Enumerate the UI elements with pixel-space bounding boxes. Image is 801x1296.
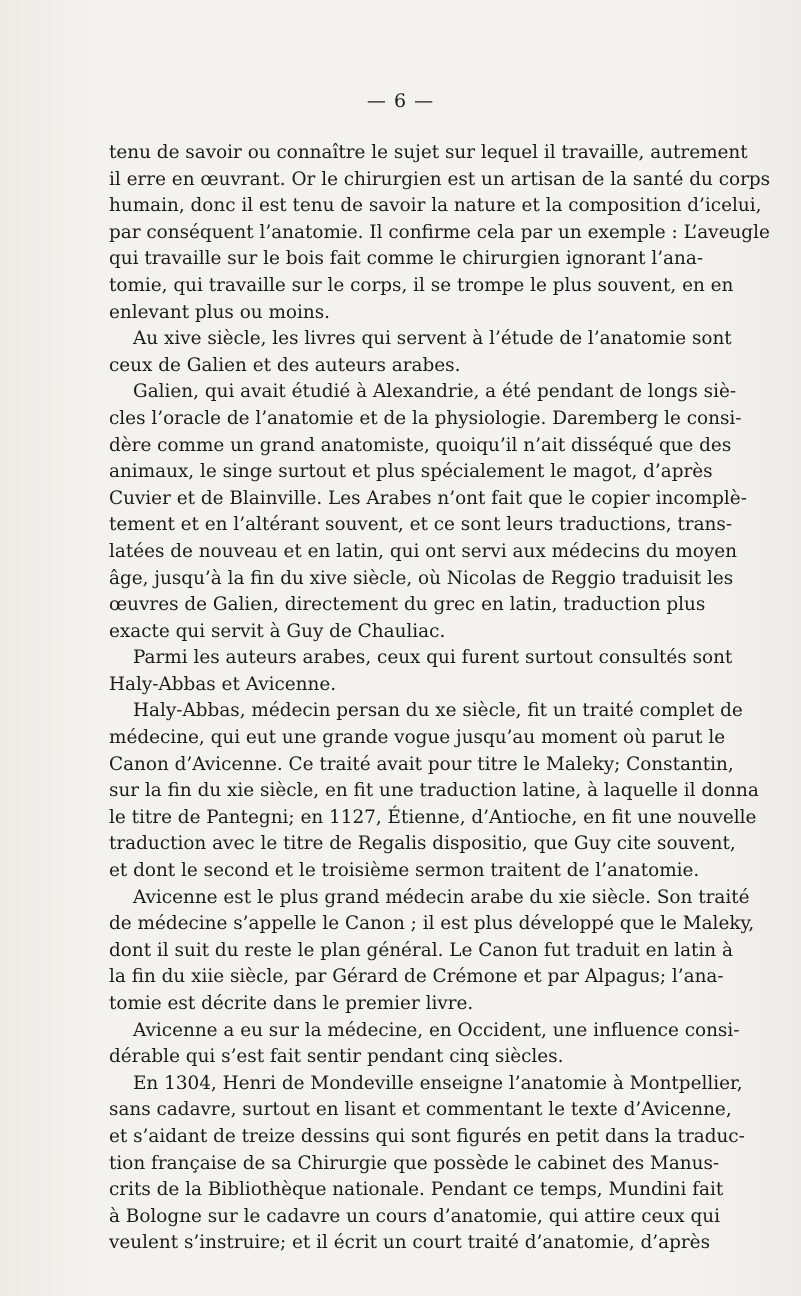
text-line: traduction avec le titre de Regalis dispositio, que Guy cite souvent, — [109, 833, 736, 855]
text-line: sur la fin du xie siècle, en fit une traduction latine, à laquelle il donna — [109, 780, 759, 802]
text-line: Canon d’Avicenne. Ce traité avait pour titre le Maleky; Constantin, — [109, 753, 734, 775]
text-line: exacte qui servit à Guy de Chauliac. — [109, 620, 446, 642]
page-body-text — [109, 140, 771, 1257]
text-line: veulent s’instruire; et il écrit un court traité d’anatomie, d’après — [109, 1232, 711, 1254]
text-line: cles l’oracle de l’anatomie et de la physiologie. Daremberg le consi- — [109, 407, 742, 429]
text-line: œuvres de Galien, directement du grec en latin, traduction plus — [109, 594, 706, 616]
text-line: En 1304, Henri de Mondeville enseigne l’anatomie à Montpellier, — [133, 1072, 743, 1094]
text-line: et dont le second et le troisième sermon traitent de l’anatomie. — [109, 860, 700, 882]
text-line: tion française de sa Chirurgie que possède le cabinet des Manus- — [109, 1152, 720, 1174]
text-line: Galien, qui avait étudié à Alexandrie, a été pendant de longs siè- — [133, 381, 737, 403]
text-line: il erre en œuvrant. Or le chirurgien est un artisan de la santé du corps — [109, 168, 771, 190]
text-line: crits de la Bibliothèque nationale. Pendant ce temps, Mundini fait — [109, 1179, 724, 1201]
text-line: dont il suit du reste le plan général. Le Canon fut traduit en latin à — [109, 939, 733, 961]
text-line: la fin du xiie siècle, par Gérard de Crémone et par Alpagus; l’ana- — [109, 966, 724, 988]
text-line: Avicenne est le plus grand médecin arabe du xie siècle. Son traité — [133, 886, 750, 908]
text-line: tomie est décrite dans le premier livre. — [109, 993, 474, 1014]
text-line: qui travaille sur le bois fait comme le chirurgien ignorant l’ana- — [109, 248, 704, 270]
text-line: tement et en l’altérant souvent, et ce sont leurs traductions, trans- — [109, 514, 733, 536]
text-line: Haly-Abbas et Avicenne. — [109, 673, 337, 695]
text-line: le titre de Pantegni; en 1127, Étienne, d’Antioche, en fit une nouvelle — [109, 806, 757, 828]
text-line: latées de nouveau et en latin, qui ont servi aux médecins du moyen — [109, 540, 737, 562]
text-line: animaux, le singe surtout et plus spécialement le magot, d’après — [109, 461, 713, 483]
text-line: Avicenne a eu sur la médecine, en Occident, une influence consi- — [133, 1019, 740, 1041]
text-line: tomie, qui travaille sur le corps, il se trompe le plus souvent, en en — [109, 274, 734, 296]
text-line: enlevant plus ou moins. — [109, 301, 330, 323]
text-line: dère comme un grand anatomiste, quoiqu’il n’ait disséqué que des — [109, 434, 732, 456]
text-line: dérable qui s’est fait sentir pendant cinq siècles. — [109, 1046, 564, 1068]
text-line: à Bologne sur le cadavre un cours d’anatomie, qui attire ceux qui — [109, 1205, 720, 1227]
page-number: — 6 — — [366, 90, 435, 112]
text-line: Haly-Abbas, médecin persan du xe siècle, fit un traité complet de — [133, 700, 743, 722]
text-line: humain, donc il est tenu de savoir la nature et la composition d’icelui, — [109, 195, 762, 217]
text-line: tenu de savoir ou connaître le sujet sur lequel il travaille, autrement — [109, 142, 748, 163]
text-line: par conséquent l’anatomie. Il confirme cela par un exemple : L’aveugle — [109, 221, 770, 243]
text-line: et s’aidant de treize dessins qui sont figurés en petit dans la traduc- — [109, 1125, 745, 1147]
text-line: de médecine s’appelle le Canon ; il est plus développé que le Maleky, — [109, 913, 755, 935]
text-line: Cuvier et de Blainville. Les Arabes n’ont fait que le copier incomplè- — [109, 487, 747, 509]
text-line: Au xive siècle, les livres qui servent à l’étude de l’anatomie sont — [133, 328, 732, 350]
text-line: ceux de Galien et des auteurs arabes. — [109, 354, 461, 376]
text-line: âge, jusqu’à la fin du xive siècle, où Nicolas de Reggio traduisit les — [109, 567, 734, 589]
text-line: Parmi les auteurs arabes, ceux qui furent surtout consultés sont — [133, 647, 733, 669]
text-line: sans cadavre, surtout en lisant et commentant le texte d’Avicenne, — [109, 1099, 732, 1121]
text-line: médecine, qui eut une grande vogue jusqu’au moment où parut le — [109, 727, 726, 749]
